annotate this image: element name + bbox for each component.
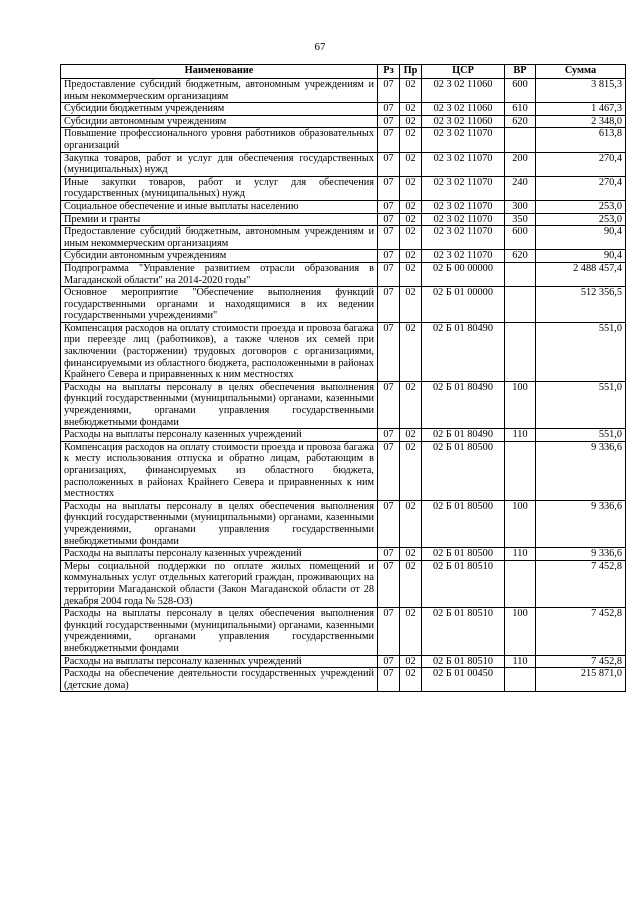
cell-rz: 07	[378, 655, 400, 668]
cell-rz: 07	[378, 668, 400, 692]
cell-csr: 02 3 02 11070	[422, 128, 505, 152]
cell-name: Компенсация расходов на оплату стоимости проезда и провоза багажа к месту использования отпуска и обратно лицам, работающим в организациях, финансируемых из областного бюджета, расположенных в районах Крайнего Севера и приравненных к ним местностях	[61, 441, 378, 500]
cell-csr: 02 3 02 11060	[422, 103, 505, 116]
table-row	[61, 655, 626, 668]
cell-vr: 100	[505, 500, 536, 547]
cell-name: Субсидии бюджетным учреждениям	[61, 103, 378, 116]
table-row	[61, 103, 626, 116]
table-row	[61, 128, 626, 152]
table-row	[61, 548, 626, 561]
table-row	[61, 200, 626, 213]
cell-sum: 90,4	[536, 226, 626, 250]
cell-csr: 02 3 02 11070	[422, 250, 505, 263]
table-row	[61, 176, 626, 200]
cell-sum: 2 348,0	[536, 115, 626, 128]
cell-sum: 9 336,6	[536, 500, 626, 547]
cell-rz: 07	[378, 103, 400, 116]
cell-pr: 02	[400, 608, 422, 655]
cell-vr: 110	[505, 655, 536, 668]
cell-vr	[505, 560, 536, 607]
header-csr: ЦСР	[422, 65, 505, 79]
cell-pr: 02	[400, 152, 422, 176]
table-row	[61, 262, 626, 286]
cell-sum: 3 815,3	[536, 79, 626, 103]
cell-name: Расходы на выплаты персоналу казенных учреждений	[61, 429, 378, 442]
cell-pr: 02	[400, 548, 422, 561]
cell-vr: 110	[505, 548, 536, 561]
cell-pr: 02	[400, 381, 422, 428]
cell-pr: 02	[400, 262, 422, 286]
cell-rz: 07	[378, 287, 400, 323]
cell-pr: 02	[400, 200, 422, 213]
cell-rz: 07	[378, 213, 400, 226]
cell-sum: 2 488 457,4	[536, 262, 626, 286]
cell-csr: 02 Б 01 80490	[422, 429, 505, 442]
cell-pr: 02	[400, 560, 422, 607]
cell-rz: 07	[378, 152, 400, 176]
cell-pr: 02	[400, 103, 422, 116]
table-row	[61, 668, 626, 692]
cell-rz: 07	[378, 262, 400, 286]
cell-pr: 02	[400, 176, 422, 200]
cell-pr: 02	[400, 250, 422, 263]
cell-sum: 9 336,6	[536, 548, 626, 561]
cell-sum: 551,0	[536, 322, 626, 381]
table-row	[61, 322, 626, 381]
cell-name: Расходы на выплаты персоналу в целях обеспечения выполнения функций государственными (муниципальными) органами, казенными учреждениями, органами управления государственными внебюджетными фондами	[61, 381, 378, 428]
cell-sum: 253,0	[536, 200, 626, 213]
cell-vr: 300	[505, 200, 536, 213]
cell-name: Социальное обеспечение и иные выплаты населению	[61, 200, 378, 213]
cell-rz: 07	[378, 200, 400, 213]
table-row	[61, 250, 626, 263]
cell-vr: 200	[505, 152, 536, 176]
cell-csr: 02 3 02 11070	[422, 200, 505, 213]
cell-vr	[505, 441, 536, 500]
cell-name: Расходы на обеспечение деятельности государственных учреждений (детские дома)	[61, 668, 378, 692]
table-row	[61, 560, 626, 607]
cell-vr: 600	[505, 226, 536, 250]
cell-name: Расходы на выплаты персоналу в целях обеспечения выполнения функций государственными (муниципальными) органами, казенными учреждениями, органами управления государственными внебюджетными фондами	[61, 608, 378, 655]
cell-sum: 7 452,8	[536, 608, 626, 655]
table-row	[61, 500, 626, 547]
cell-name: Расходы на выплаты персоналу казенных учреждений	[61, 548, 378, 561]
header-name: Наименование	[61, 65, 378, 79]
budget-table	[60, 64, 626, 692]
cell-rz: 07	[378, 429, 400, 442]
cell-sum: 7 452,8	[536, 655, 626, 668]
cell-rz: 07	[378, 441, 400, 500]
cell-rz: 07	[378, 250, 400, 263]
cell-name: Закупка товаров, работ и услуг для обеспечения государственных (муниципальных) нужд	[61, 152, 378, 176]
cell-vr	[505, 668, 536, 692]
cell-rz: 07	[378, 128, 400, 152]
cell-rz: 07	[378, 500, 400, 547]
cell-pr: 02	[400, 128, 422, 152]
cell-vr: 100	[505, 381, 536, 428]
cell-sum: 270,4	[536, 176, 626, 200]
cell-csr: 02 Б 01 00000	[422, 287, 505, 323]
header-rz: Рз	[378, 65, 400, 79]
cell-csr: 02 Б 01 80500	[422, 548, 505, 561]
cell-csr: 02 Б 01 80510	[422, 560, 505, 607]
cell-csr: 02 3 02 11070	[422, 213, 505, 226]
cell-csr: 02 Б 01 80500	[422, 500, 505, 547]
cell-rz: 07	[378, 322, 400, 381]
cell-name: Субсидии автономным учреждениям	[61, 115, 378, 128]
cell-name: Меры социальной поддержки по оплате жилых помещений и коммунальных услуг отдельных категорий граждан, проживающих на территории Магаданской области (Закон Магаданской области от 28 декабря 2004 года № 528-ОЗ)	[61, 560, 378, 607]
cell-pr: 02	[400, 668, 422, 692]
table-row	[61, 381, 626, 428]
cell-csr: 02 Б 01 80510	[422, 608, 505, 655]
cell-pr: 02	[400, 655, 422, 668]
cell-vr: 350	[505, 213, 536, 226]
cell-vr: 620	[505, 250, 536, 263]
cell-name: Расходы на выплаты персоналу казенных учреждений	[61, 655, 378, 668]
cell-pr: 02	[400, 79, 422, 103]
cell-name: Компенсация расходов на оплату стоимости проезда и провоза багажа при переезде лиц (работников), а также членов их семей при заключении (расторжении) трудовых договоров с организациями, финансируемыми из областного бюджета, расположенными в районах Крайнего Севера и приравненных к ним местностях	[61, 322, 378, 381]
cell-pr: 02	[400, 500, 422, 547]
cell-pr: 02	[400, 287, 422, 323]
cell-vr	[505, 322, 536, 381]
table-row	[61, 608, 626, 655]
cell-sum: 270,4	[536, 152, 626, 176]
cell-csr: 02 3 02 11070	[422, 176, 505, 200]
header-pr: Пр	[400, 65, 422, 79]
cell-name: Основное мероприятие "Обеспечение выполнения функций государственными органами и находящимися в их ведении государственными учреждениями"	[61, 287, 378, 323]
cell-rz: 07	[378, 115, 400, 128]
cell-csr: 02 3 02 11070	[422, 226, 505, 250]
cell-rz: 07	[378, 79, 400, 103]
cell-name: Подпрограмма "Управление развитием отрасли образования в Магаданской области" на 2014-2020 годы"	[61, 262, 378, 286]
cell-vr	[505, 128, 536, 152]
cell-csr: 02 Б 01 00450	[422, 668, 505, 692]
table-row	[61, 213, 626, 226]
cell-rz: 07	[378, 608, 400, 655]
cell-csr: 02 3 02 11060	[422, 115, 505, 128]
cell-sum: 551,0	[536, 381, 626, 428]
cell-sum: 512 356,5	[536, 287, 626, 323]
table-row	[61, 115, 626, 128]
cell-sum: 253,0	[536, 213, 626, 226]
cell-vr: 100	[505, 608, 536, 655]
cell-vr	[505, 262, 536, 286]
table-row	[61, 287, 626, 323]
cell-vr	[505, 287, 536, 323]
cell-rz: 07	[378, 176, 400, 200]
cell-pr: 02	[400, 226, 422, 250]
cell-vr: 600	[505, 79, 536, 103]
cell-csr: 02 Б 00 00000	[422, 262, 505, 286]
cell-sum: 613,8	[536, 128, 626, 152]
cell-sum: 215 871,0	[536, 668, 626, 692]
cell-rz: 07	[378, 226, 400, 250]
cell-csr: 02 3 02 11070	[422, 152, 505, 176]
table-row	[61, 226, 626, 250]
cell-name: Предоставление субсидий бюджетным, автономным учреждениям и иным некоммерческим организациям	[61, 79, 378, 103]
table-row	[61, 429, 626, 442]
cell-csr: 02 Б 01 80500	[422, 441, 505, 500]
cell-pr: 02	[400, 213, 422, 226]
cell-rz: 07	[378, 560, 400, 607]
cell-name: Предоставление субсидий бюджетным, автономным учреждениям и иным некоммерческим организациям	[61, 226, 378, 250]
cell-csr: 02 Б 01 80490	[422, 381, 505, 428]
cell-pr: 02	[400, 429, 422, 442]
cell-sum: 90,4	[536, 250, 626, 263]
table-row	[61, 441, 626, 500]
cell-rz: 07	[378, 548, 400, 561]
cell-sum: 551,0	[536, 429, 626, 442]
cell-sum: 1 467,3	[536, 103, 626, 116]
table-row	[61, 152, 626, 176]
header-sum: Сумма	[536, 65, 626, 79]
table-header-row	[61, 65, 626, 79]
cell-pr: 02	[400, 441, 422, 500]
cell-name: Премии и гранты	[61, 213, 378, 226]
cell-vr: 110	[505, 429, 536, 442]
cell-vr: 610	[505, 103, 536, 116]
cell-pr: 02	[400, 322, 422, 381]
cell-csr: 02 Б 01 80490	[422, 322, 505, 381]
cell-rz: 07	[378, 381, 400, 428]
cell-pr: 02	[400, 115, 422, 128]
cell-csr: 02 3 02 11060	[422, 79, 505, 103]
header-vr: ВР	[505, 65, 536, 79]
cell-vr: 240	[505, 176, 536, 200]
cell-name: Расходы на выплаты персоналу в целях обеспечения выполнения функций государственными (муниципальными) органами, казенными учреждениями, органами управления государственными внебюджетными фондами	[61, 500, 378, 547]
cell-vr: 620	[505, 115, 536, 128]
cell-name: Повышение профессионального уровня работников образовательных организаций	[61, 128, 378, 152]
cell-csr: 02 Б 01 80510	[422, 655, 505, 668]
cell-sum: 9 336,6	[536, 441, 626, 500]
cell-name: Субсидии автономным учреждениям	[61, 250, 378, 263]
table-row	[61, 79, 626, 103]
page-number: 67	[314, 41, 326, 53]
cell-name: Иные закупки товаров, работ и услуг для обеспечения государственных (муниципальных) нужд	[61, 176, 378, 200]
cell-sum: 7 452,8	[536, 560, 626, 607]
